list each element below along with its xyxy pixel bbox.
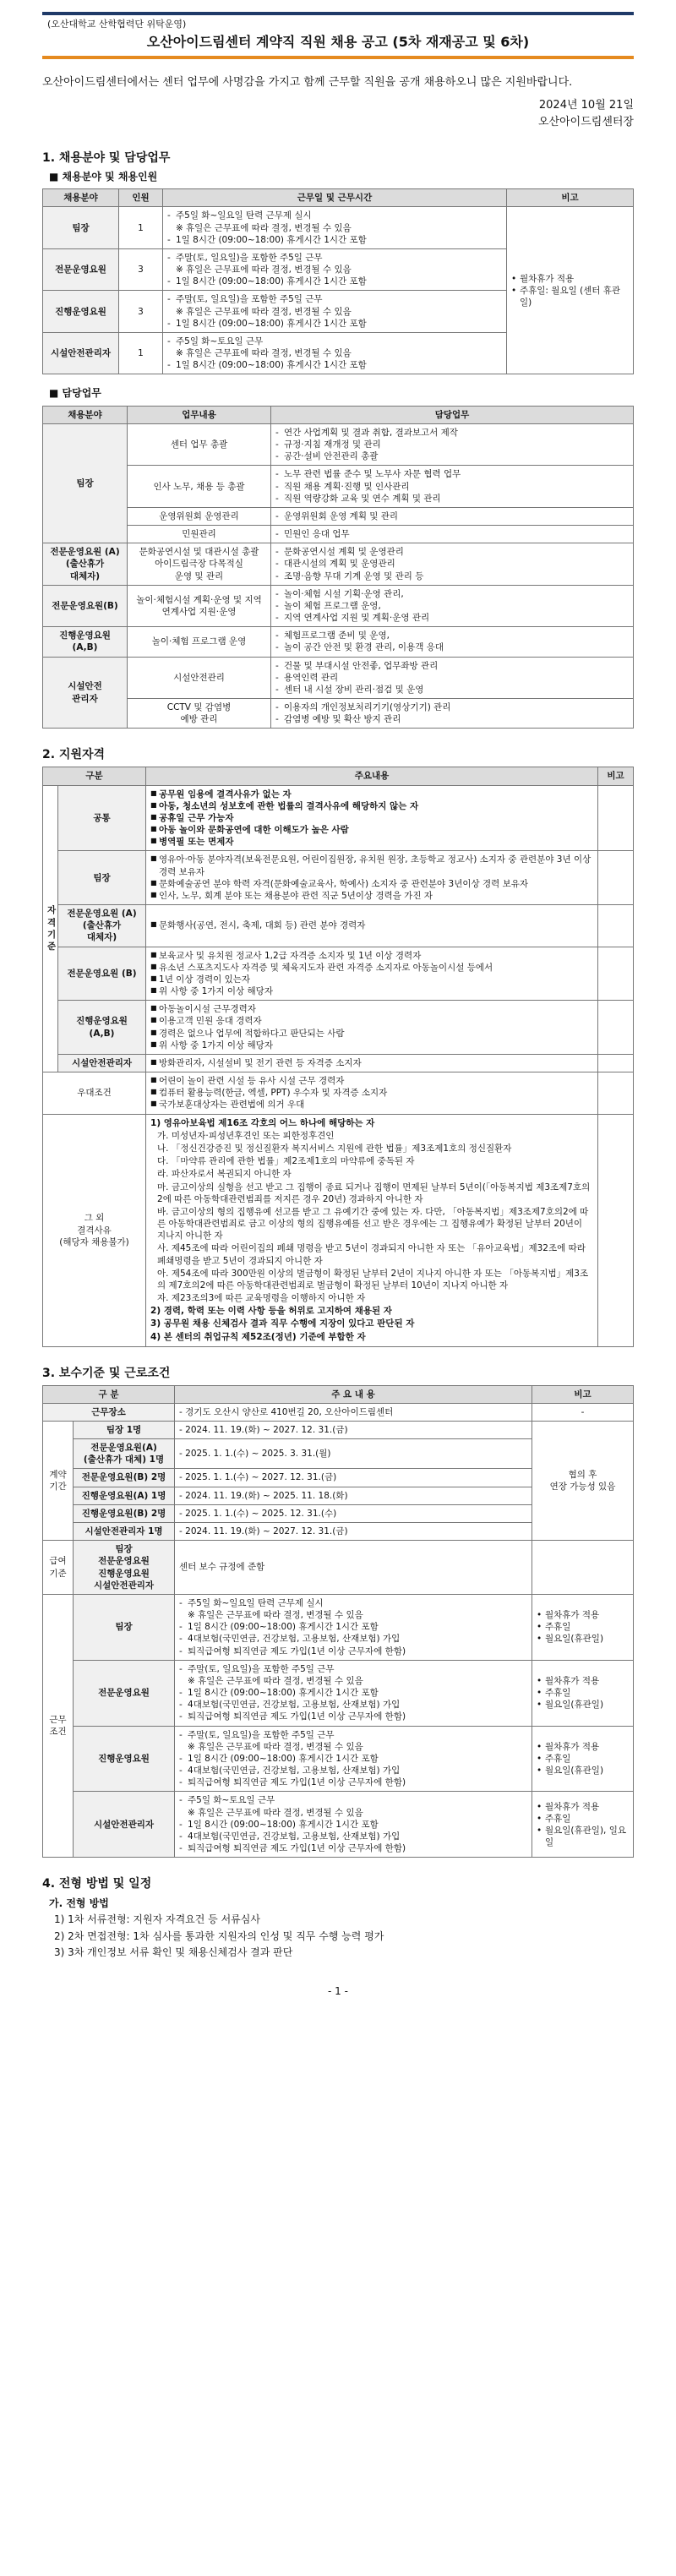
bullet-list <box>167 293 502 330</box>
page-number: - 1 - <box>328 1984 348 1997</box>
duty-work: 인사 노무, 채용 등 총괄 <box>128 466 271 508</box>
list-item: • 월차휴가 적용 <box>537 1675 629 1687</box>
list-item: ■ 위 사항 중 1가지 이상 해당자 <box>150 985 593 997</box>
bullet-list <box>167 252 502 288</box>
disq-note <box>598 1114 634 1346</box>
bullet-list <box>150 789 593 849</box>
recruit-hours <box>163 207 507 249</box>
list-item: - 퇴직급여형 퇴직연금 제도 가입(1년 이상 근무자에 한함) <box>179 1645 527 1657</box>
recruit-hours <box>163 291 507 333</box>
list-item: - 1일 8시간 (09:00~18:00) 휴게시간 1시간 포함 <box>167 276 502 287</box>
list-item: - 주5일 화~토요일 근무 <box>167 336 502 347</box>
list-item: - 대관시설의 계획 및 운영관리 <box>275 558 629 570</box>
table-header: 담당업무 <box>271 406 634 423</box>
pay-label: 급여 기준 <box>43 1541 74 1595</box>
table-row <box>43 785 634 851</box>
list-item: ■ 이용고객 민원 응대 경력자 <box>150 1015 593 1027</box>
list-item: - 조명·음향 무대 기계 운영 및 관리 등 <box>275 570 629 582</box>
list-item: - 지역 연계사업 지원 및 계획·운영 관리 <box>275 612 629 624</box>
title-box <box>42 12 634 59</box>
list-item: - 용역인력 관리 <box>275 672 629 684</box>
cond-note-list <box>537 1741 629 1777</box>
list-item: • 월차휴가 적용 <box>537 1609 629 1621</box>
selection-step: 2) 2차 면접전형: 1차 심사를 통과한 지원자의 인성 및 직무 수행 능력 평가 <box>54 1929 384 1942</box>
list-item: ■ 공휴일 근무 가능자 <box>150 812 593 824</box>
list-item: - 4대보험(국민연금, 건강보험, 고용보험, 산재보험) 가입 <box>179 1633 527 1645</box>
bullet-list <box>179 1597 527 1657</box>
pref-content <box>146 1072 598 1115</box>
list-item: ■ 유소년 스포츠지도사 자격증 및 체육지도자 관련 자격증 소지자로 아동놀이시설 등에서 <box>150 962 593 974</box>
table-row <box>43 905 634 947</box>
recruit-table <box>42 188 634 374</box>
org-label: (오산대학교 산학협력단 위탁운영) <box>47 19 187 30</box>
list-item: - 퇴직급여형 퇴직연금 제도 가입(1년 이상 근무자에 한함) <box>179 1842 527 1854</box>
table-header: 주 요 내 용 <box>175 1385 532 1403</box>
disq-content <box>146 1114 598 1346</box>
signer: 오산아이드림센터장 <box>537 116 634 129</box>
disq-item: 3) 공무원 채용 신체검사 결과 직무 수행에 지장이 있다고 판단된 자 <box>150 1318 415 1329</box>
recruit-field: 진행운영요원 <box>43 291 119 333</box>
table-row <box>43 423 634 466</box>
list-item: - 직원 역량강화 교육 및 연수 계획 및 관리 <box>275 493 629 505</box>
cond-role: 팀장 <box>74 1594 175 1660</box>
disq-item: 4) 본 센터의 취업규칙 제52조(정년) 기준에 부합한 자 <box>150 1331 366 1342</box>
cond-note <box>532 1792 634 1858</box>
table-row <box>43 657 634 699</box>
table-row <box>43 1792 634 1858</box>
list-item: • 월요일(휴관일) <box>537 1765 629 1776</box>
list-item: - 공간·설비 안전관리 총괄 <box>275 450 629 462</box>
table-row <box>43 1660 634 1726</box>
list-item: - 감염병 예방 및 확산 방지 관리 <box>275 713 629 725</box>
list-item: ■ 컴퓨터 활용능력(한글, 엑셀, PPT) 우수자 및 자격증 소지자 <box>150 1087 593 1099</box>
section1-sub2: ■ 담당업무 <box>49 387 101 400</box>
bullet-list <box>275 528 629 540</box>
list-item: - 1일 8시간 (09:00~18:00) 휴게시간 1시간 포함 <box>179 1687 527 1699</box>
disq-item: 가. 미성년자·피성년후견인 또는 피한정후견인 <box>157 1130 335 1141</box>
table-row <box>43 543 634 586</box>
table-row <box>43 466 634 508</box>
table-header: 비고 <box>532 1385 634 1403</box>
list-item: - 1일 8시간 (09:00~18:00) 휴게시간 1시간 포함 <box>167 234 502 246</box>
list-item: ※ 휴일은 근무표에 따라 결정, 변경될 수 있음 <box>167 306 502 318</box>
period-label: 계약 기간 <box>43 1421 74 1540</box>
list-item: • 주휴일: 월요일 (센터 휴관일) <box>511 285 629 308</box>
list-item: - 체험프로그램 준비 및 운영, <box>275 630 629 641</box>
cond-lines <box>175 1594 532 1660</box>
table-row <box>43 851 634 905</box>
list-item: - 놀이 공간 안전 및 환경 관리, 이용객 응대 <box>275 641 629 653</box>
qual-note <box>598 785 634 851</box>
list-item: • 주휴일 <box>537 1687 629 1699</box>
list-item: ■ 아동, 청소년의 성보호에 관한 법률의 결격사유에 해당하지 않는 자 <box>150 800 593 812</box>
table-row <box>43 585 634 627</box>
table-header: 비고 <box>598 767 634 785</box>
list-item: - 노무 관련 법률 준수 및 노무사 자문 협력 업무 <box>275 468 629 480</box>
list-item: ※ 휴일은 근무표에 따라 결정, 변경될 수 있음 <box>167 222 502 234</box>
bullet-list <box>150 1057 593 1069</box>
qual-content <box>146 851 598 905</box>
qual-category: 공통 <box>58 785 146 851</box>
period-role: 시설안전관리자 1명 <box>74 1523 175 1541</box>
announcement-date: 2024년 10월 21일 <box>538 98 634 112</box>
recruit-field: 시설안전관리자 <box>43 332 119 374</box>
table-row <box>43 1594 634 1660</box>
bullet-list <box>150 920 593 931</box>
qual-vertical-label: 자 격 기 준 <box>43 785 58 1072</box>
bullet-list <box>275 630 629 653</box>
recruit-hours <box>163 248 507 291</box>
table-row <box>43 1726 634 1792</box>
disq-item: 2) 경력, 학력 또는 이력 사항 등을 허위로 고지하여 채용된 자 <box>150 1306 392 1317</box>
table-header: 구 분 <box>43 1385 175 1403</box>
list-item: • 월차휴가 적용 <box>537 1801 629 1813</box>
qual-content <box>146 785 598 851</box>
table-header: 구분 <box>43 767 146 785</box>
cond-role: 진행운영요원 <box>74 1726 175 1792</box>
list-item: - 주5일 화~일요일 탄력 근무제 실시 <box>179 1597 527 1609</box>
qual-category: 전문운영요원 (B) <box>58 947 146 1001</box>
bullet-list <box>179 1663 527 1723</box>
duty-table <box>42 406 634 729</box>
qual-category: 시설안전관리자 <box>58 1054 146 1072</box>
duty-field: 전문운영요원(B) <box>43 585 128 627</box>
bullet-list <box>150 950 593 998</box>
recruit-count: 1 <box>119 332 163 374</box>
list-item: - 4대보험(국민연금, 건강보험, 고용보험, 산재보험) 가입 <box>179 1831 527 1842</box>
duty-work: 놀이·체험 프로그램 운영 <box>128 627 271 657</box>
list-item: • 주휴일 <box>537 1813 629 1825</box>
table-row <box>43 1114 634 1346</box>
list-item: • 월요일(휴관일) <box>537 1633 629 1645</box>
period-value: - 2025. 1. 1.(수) ~ 2027. 12. 31.(금) <box>175 1469 532 1487</box>
list-item: - 4대보험(국민연금, 건강보험, 고용보험, 산재보험) 가입 <box>179 1765 527 1776</box>
list-item: ■ 국가보훈대상자는 관련법에 의거 우대 <box>150 1099 593 1111</box>
qual-category: 전문운영요원 (A) (출산휴가 대체자) <box>58 905 146 947</box>
list-item: - 1일 8시간 (09:00~18:00) 휴게시간 1시간 포함 <box>167 318 502 330</box>
duty-tasks <box>271 699 634 729</box>
disq-item: 바. 금고이상의 형의 집행유예 선고를 받고 그 유예기간 중에 있는 자. 다만, 「아동복지법」제3조제7호의2에 따른 아동학대관련범죄로 금고 이상의 형의 집행유예를 선고 받은 경우에는 그 집행유예가 확정된 날부터 20년이 지나지 아니한 자 <box>157 1206 589 1242</box>
duty-work: 놀이·체험시설 계획·운영 및 지역 연계사업 지원·운영 <box>128 585 271 627</box>
table-header: 비고 <box>507 189 634 207</box>
bullet-list <box>275 588 629 625</box>
table-row <box>43 947 634 1001</box>
selection-process <box>42 1896 634 1961</box>
list-item: ■ 위 사항 중 1가지 이상 해당자 <box>150 1040 593 1051</box>
qual-content <box>146 1001 598 1055</box>
bullet-list <box>275 468 629 505</box>
period-role: 전문운영요원(B) 2명 <box>74 1469 175 1487</box>
table-row <box>43 1001 634 1055</box>
recruit-count: 3 <box>119 291 163 333</box>
list-item: ■ 병역필 또는 면제자 <box>150 836 593 848</box>
table-row <box>43 627 634 657</box>
bullet-list <box>275 510 629 522</box>
duty-tasks <box>271 466 634 508</box>
duty-tasks <box>271 657 634 699</box>
recruit-count: 1 <box>119 207 163 249</box>
duty-field: 진행운영요원 (A,B) <box>43 627 128 657</box>
list-item: ※ 휴일은 근무표에 따라 결정, 변경될 수 있음 <box>179 1675 527 1687</box>
recruit-hours <box>163 332 507 374</box>
pref-note <box>598 1072 634 1115</box>
list-item: - 1일 8시간 (09:00~18:00) 휴게시간 1시간 포함 <box>167 359 502 371</box>
cond-label: 근무 조건 <box>43 1594 74 1857</box>
workplace-note: - <box>532 1403 634 1421</box>
list-item: - 주말(토, 일요일)을 포함한 주5일 근무 <box>179 1729 527 1741</box>
duty-work: 운영위원회 운영관리 <box>128 507 271 525</box>
list-item: - 주5일 화~토요일 근무 <box>179 1794 527 1806</box>
list-item: ■ 어린이 놀이 관련 시설 등 유사 시설 근무 경력자 <box>150 1075 593 1087</box>
pay-roles: 팀장 전문운영요원 진행운영요원 시설안전관리자 <box>74 1541 175 1595</box>
bullet-list <box>275 701 629 725</box>
cond-lines <box>175 1792 532 1858</box>
intro-text: 오산아이드림센터에서는 센터 업무에 사명감을 가지고 함께 근무할 직원을 공개 채용하오니 많은 지원바랍니다. <box>42 76 573 90</box>
list-item: ※ 휴일은 근무표에 따라 결정, 변경될 수 있음 <box>167 347 502 359</box>
list-item: - 민원인 응대 업무 <box>275 528 629 540</box>
duty-field: 전문운영요원 (A) (출산휴가 대체자) <box>43 543 128 586</box>
cond-note <box>532 1660 634 1726</box>
period-role: 팀장 1명 <box>74 1421 175 1438</box>
bullet-list <box>167 336 502 372</box>
list-item: ■ 영유아·아동 분야자격(보육전문요원, 어린이집원장, 유치원 원장, 초등학교 정교사) 소지자 중 관련분야 3년 이상 경력 보유자 <box>150 854 593 877</box>
workplace-value: - 경기도 오산시 양산로 410번길 20, 오산아이드림센터 <box>175 1403 532 1421</box>
duty-field: 시설안전 관리자 <box>43 657 128 729</box>
list-item: ■ 아동 놀이와 문화공연에 대한 이해도가 높은 사람 <box>150 824 593 836</box>
qual-content <box>146 947 598 1001</box>
duty-work: 민원관리 <box>128 526 271 543</box>
bullet-list <box>179 1729 527 1789</box>
duty-tasks <box>271 543 634 586</box>
section3-title: 3. 보수기준 및 근로조건 <box>42 1366 171 1380</box>
disq-item: 1) 영유아보육법 제16조 각호의 어느 하나에 해당하는 자 <box>150 1117 375 1128</box>
disq-item: 자. 제23조의3에 따른 교육명령을 이행하지 아니한 자 <box>157 1293 366 1304</box>
cond-role: 전문운영요원 <box>74 1660 175 1726</box>
list-item: ■ 방화관리자, 시설설비 및 전기 관련 등 자격증 소지자 <box>150 1057 593 1069</box>
period-value: - 2024. 11. 19.(화) ~ 2027. 12. 31.(금) <box>175 1523 532 1541</box>
cond-lines <box>175 1726 532 1792</box>
table-header: 근무일 및 근무시간 <box>163 189 507 207</box>
pay-note <box>532 1541 634 1595</box>
table-header: 채용분야 <box>43 189 119 207</box>
disq-item: 다. 「마약류 관리에 관한 법률」제2조제1호의 마약류에 중독된 자 <box>157 1156 415 1167</box>
list-item: - 퇴직급여형 퇴직연금 제도 가입(1년 이상 근무자에 한함) <box>179 1776 527 1788</box>
duty-work: 문화공연시설 및 대관시설 총괄 아이드림극장 다목적실 운영 및 관리 <box>128 543 271 586</box>
list-item: ■ 문화행사(공연, 전시, 축제, 대회 등) 관련 분야 경력자 <box>150 920 593 931</box>
selection-step: 1) 1차 서류전형: 지원자 자격요건 등 서류심사 <box>54 1913 260 1926</box>
disq-item: 나. 「정신건강증진 및 정신질환자 복지서비스 지원에 관한 법률」제3조제1호의 정신질환자 <box>157 1143 512 1154</box>
list-item: - 1일 8시간 (09:00~18:00) 휴게시간 1시간 포함 <box>179 1621 527 1633</box>
list-item: • 주휴일 <box>537 1621 629 1633</box>
table-header: 채용분야 <box>43 406 128 423</box>
list-item: ■ 공무원 임용에 결격사유가 없는 자 <box>150 789 593 800</box>
section1-title: 1. 채용분야 및 담당업무 <box>42 151 171 166</box>
duty-tasks <box>271 507 634 525</box>
list-item: - 건물 및 부대시설 안전좋, 업무좌방 관리 <box>275 660 629 672</box>
list-item: ■ 경력은 없으나 업무에 적합하다고 판단되는 사람 <box>150 1028 593 1040</box>
bullet-list <box>275 660 629 696</box>
list-item: - 규정·지침 재개정 및 관리 <box>275 439 629 450</box>
list-item: ※ 휴일은 근무표에 따라 결정, 변경될 수 있음 <box>179 1741 527 1753</box>
table-row <box>43 1421 634 1438</box>
period-role: 진행운영요원(B) 2명 <box>74 1504 175 1522</box>
bullet-list <box>511 273 629 309</box>
duty-tasks <box>271 627 634 657</box>
list-item: - 놀이 체험 프로그램 운영, <box>275 600 629 612</box>
list-item: - 연간 사업계획 및 결과 취합, 결과보고서 제작 <box>275 427 629 439</box>
list-item: • 월차휴가 적용 <box>537 1741 629 1753</box>
qual-note <box>598 905 634 947</box>
bullet-list <box>179 1794 527 1854</box>
table-header: 주요내용 <box>146 767 598 785</box>
duty-tasks <box>271 423 634 466</box>
period-role: 전문운영요원(A) (출산휴가 대체) 1명 <box>74 1439 175 1469</box>
cond-note <box>532 1594 634 1660</box>
table-row <box>43 207 634 249</box>
list-item: - 주말(토, 일요일)을 포함한 주5일 근무 <box>167 252 502 264</box>
duty-tasks <box>271 526 634 543</box>
cond-lines <box>175 1660 532 1726</box>
bullet-list <box>150 854 593 902</box>
pay-text: 센터 보수 규정에 준함 <box>175 1541 532 1595</box>
list-item: - 직원 채용 계획·진행 및 인사관리 <box>275 481 629 493</box>
selection-step: 3) 3차 개인정보 서류 확인 및 채용신체검사 결과 판단 <box>54 1946 293 1958</box>
list-item: - 센터 내 시설 장비 관리·점검 및 운영 <box>275 684 629 696</box>
table-row <box>43 1541 634 1595</box>
cond-role: 시설안전관리자 <box>74 1792 175 1858</box>
list-item: - 퇴직급여형 퇴직연금 제도 가입(1년 이상 근무자에 한함) <box>179 1711 527 1722</box>
cond-note-list <box>537 1801 629 1849</box>
disq-item: 라. 파산자로서 복권되지 아니한 자 <box>157 1169 292 1180</box>
cond-note-list <box>537 1675 629 1711</box>
qual-note <box>598 1001 634 1055</box>
period-note: 협의 후 연장 가능성 있음 <box>532 1421 634 1540</box>
disq-item: 아. 제54조에 따라 300만원 이상의 벌금형이 확정된 날부터 2년이 지나지 아니한 자 또는 「아동복지법」제3조의 제7호의2에 따른 아동학대관련범죄로 벌금형이 확정된 날부터 10년이 지나지 아니한 자 <box>157 1268 589 1291</box>
list-item: - 문화공연시설 계획 및 운영관리 <box>275 546 629 558</box>
table-row <box>43 1072 634 1115</box>
cond-note <box>532 1726 634 1792</box>
list-item: ※ 휴일은 근무표에 따라 결정, 변경될 수 있음 <box>179 1609 527 1621</box>
pref-label: 우대조건 <box>43 1072 146 1115</box>
table-row <box>43 507 634 525</box>
list-item: ■ 인사, 노무, 회계 분야 또는 채용분야 관련 직군 5년이상 경력을 가진 자 <box>150 890 593 902</box>
recruit-field: 팀장 <box>43 207 119 249</box>
list-item: • 월차휴가 적용 <box>511 273 629 285</box>
bullet-list <box>275 546 629 582</box>
bullet-list <box>167 210 502 246</box>
list-item: - 놀이·체험 시설 기획·운영 관리, <box>275 588 629 600</box>
qual-note <box>598 851 634 905</box>
list-item: ■ 보육교사 및 유치원 정교사 1,2급 자격증 소지자 및 1년 이상 경력자 <box>150 950 593 962</box>
duty-work: 센터 업무 총괄 <box>128 423 271 466</box>
bullet-list <box>275 427 629 463</box>
list-item: ■ 문화예술공연 분야 학력 자격(문화예술교육사, 학예사) 소지자 중 관련분야 3년이상 경력 보유자 <box>150 878 593 890</box>
table-row <box>43 1054 634 1072</box>
disq-label: 그 외 결격사유 (해당자 채용불가) <box>43 1114 146 1346</box>
bullet-list <box>150 1003 593 1051</box>
section2-title: 2. 지원자격 <box>42 748 106 762</box>
period-value: - 2024. 11. 19.(화) ~ 2025. 11. 18.(화) <box>175 1487 532 1504</box>
qual-note <box>598 947 634 1001</box>
period-value: - 2024. 11. 19.(화) ~ 2027. 12. 31.(금) <box>175 1421 532 1438</box>
list-item: - 이용자의 개인정보처리기기(영상기기) 관리 <box>275 701 629 713</box>
bullet-list <box>150 1075 593 1111</box>
duty-work: CCTV 및 감염병 예방 관리 <box>128 699 271 729</box>
list-item: ■ 아동놀이시설 근무경력자 <box>150 1003 593 1015</box>
period-role: 진행운영요원(A) 1명 <box>74 1487 175 1504</box>
list-item: - 주말(토, 일요일)을 포함한 주5일 근무 <box>167 293 502 305</box>
qual-category: 진행운영요원 (A,B) <box>58 1001 146 1055</box>
list-item: - 주5일 화~일요일 탄력 근무제 실시 <box>167 210 502 221</box>
duty-tasks <box>271 585 634 627</box>
period-value: - 2025. 1. 1.(수) ~ 2025. 12. 31.(수) <box>175 1504 532 1522</box>
list-item: - 운영위원회 운영 계획 및 관리 <box>275 510 629 522</box>
list-item: - 주말(토, 일요일)을 포함한 주5일 근무 <box>179 1663 527 1675</box>
qual-content <box>146 905 598 947</box>
list-item: • 월요일(휴관일) <box>537 1699 629 1711</box>
section1-sub1: ■ 채용분야 및 채용인원 <box>49 171 158 183</box>
recruit-count: 3 <box>119 248 163 291</box>
list-item: - 1일 8시간 (09:00~18:00) 휴게시간 1시간 포함 <box>179 1819 527 1831</box>
qualification-table <box>42 767 634 1346</box>
qual-category: 팀장 <box>58 851 146 905</box>
table-header: 업무내용 <box>128 406 271 423</box>
qual-content <box>146 1054 598 1072</box>
list-item: • 월요일(휴관일), 일요일 <box>537 1825 629 1848</box>
list-item: • 주휴일 <box>537 1753 629 1765</box>
table-row <box>43 699 634 729</box>
workplace-label: 근무장소 <box>43 1403 175 1421</box>
section4-title: 4. 전형 방법 및 일정 <box>42 1877 152 1891</box>
table-row <box>43 526 634 543</box>
list-item: ■ 1년 이상 경력이 있는자 <box>150 974 593 985</box>
disq-item: 사. 제45조에 따라 어린이집의 폐쇄 명령을 받고 5년이 경과되지 아니한 자 또는 「유아교육법」제32조에 따라 폐쇄명령을 받고 5년이 경과되지 아니한 자 <box>157 1243 586 1266</box>
table-header: 인원 <box>119 189 163 207</box>
list-item: ※ 휴일은 근무표에 따라 결정, 변경될 수 있음 <box>179 1807 527 1819</box>
recruit-field: 전문운영요원 <box>43 248 119 291</box>
duty-field: 팀장 <box>43 423 128 543</box>
list-item: - 4대보험(국민연금, 건강보험, 고용보험, 산재보험) 가입 <box>179 1699 527 1711</box>
list-item: - 1일 8시간 (09:00~18:00) 휴게시간 1시간 포함 <box>179 1753 527 1765</box>
page-title: 오산아이드림센터 계약직 직원 채용 공고 (5차 재재공고 및 6차) <box>146 33 530 50</box>
cond-note-list <box>537 1609 629 1645</box>
recruit-note <box>507 207 634 374</box>
qual-note <box>598 1054 634 1072</box>
selection-sub: 가. 전형 방법 <box>49 1897 109 1910</box>
disq-item: 마. 금고이상의 실형을 선고 받고 그 집행이 종료 되거나 집행이 면제된 날부터 5년이(「아동복지법 제3조제7호의2에 따른 아동학대관련범죄를 저지른 경우 20년) 경과하지 아니한 자 <box>157 1182 591 1204</box>
table-row <box>43 1403 634 1421</box>
list-item: ※ 휴일은 근무표에 따라 결정, 변경될 수 있음 <box>167 264 502 276</box>
duty-work: 시설안전관리 <box>128 657 271 699</box>
conditions-table <box>42 1385 634 1858</box>
period-value: - 2025. 1. 1.(수) ~ 2025. 3. 31.(월) <box>175 1439 532 1469</box>
